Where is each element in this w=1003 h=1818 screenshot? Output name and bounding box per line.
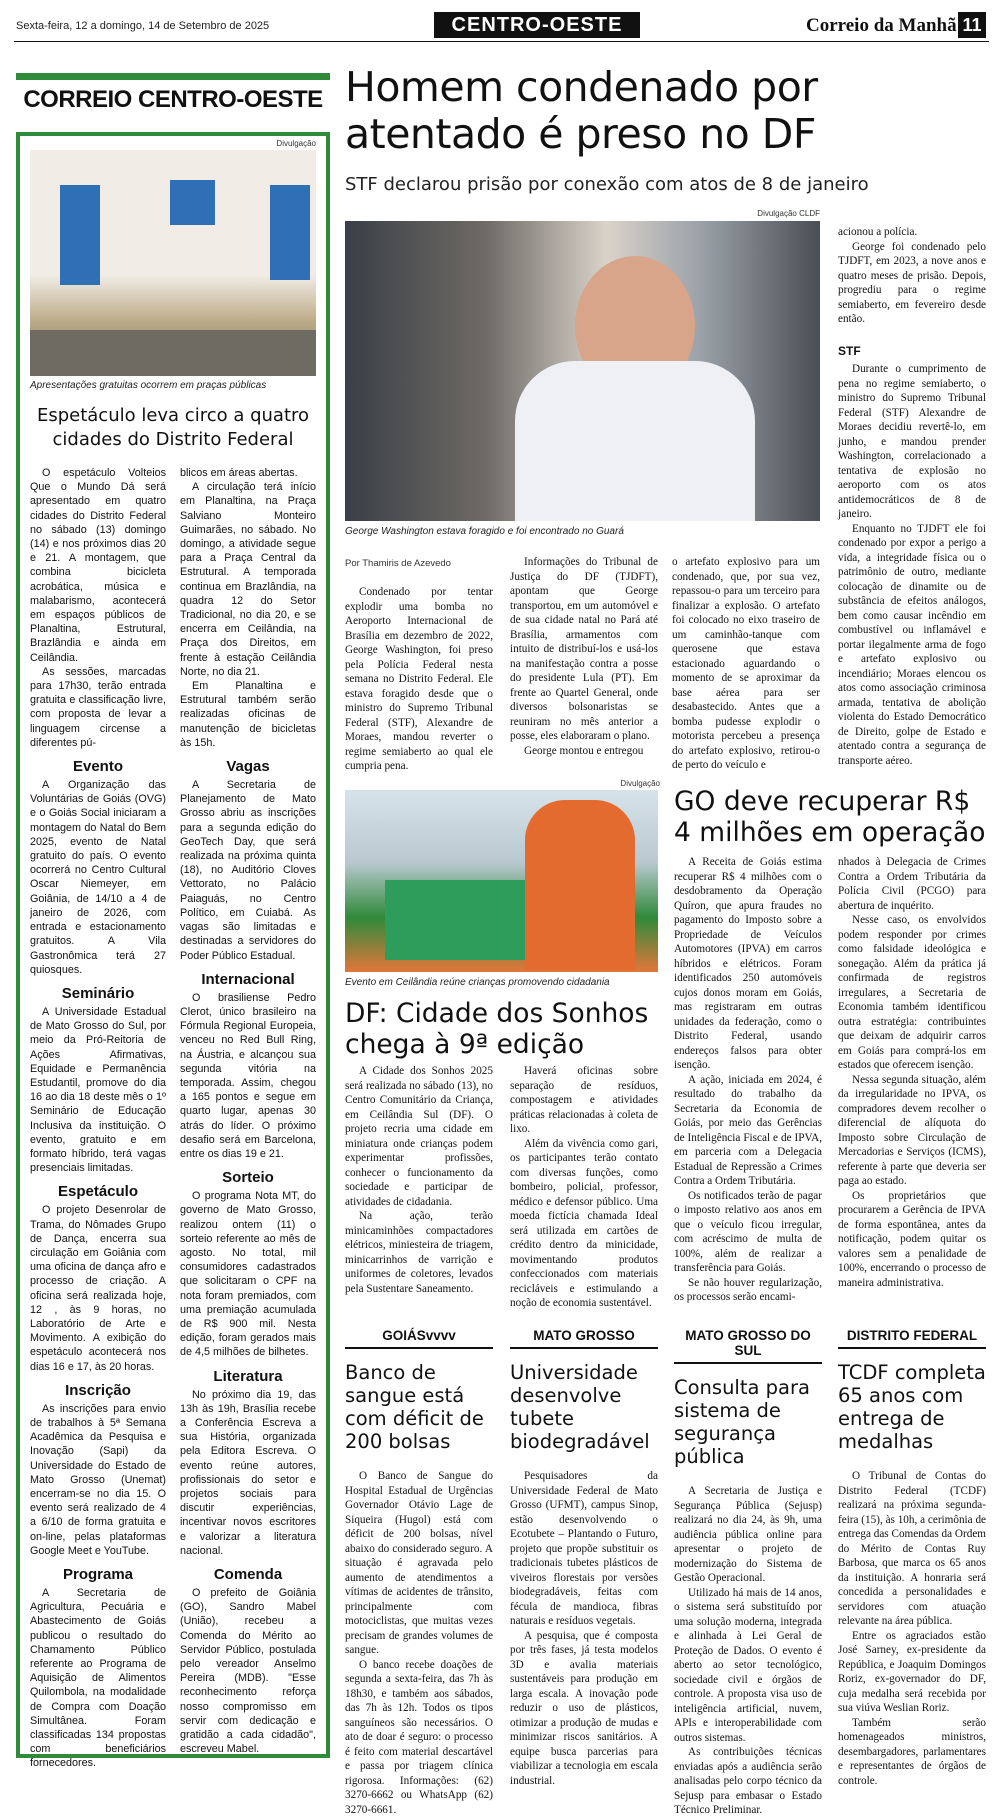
sidebar-paragraph: No próximo dia 19, das 13h às 19h, Brasília recebe a Conferência Escreva a sua História, organizada pela Editora Escreva. O evento reúne autores, profissionais do setor e projetos sociais para discutir experiências, incentivar novos escritores e valorizar a literatura nacional.	[180, 1388, 316, 1557]
story3-column-1	[674, 855, 822, 1305]
main-paragraph: Informações do Tribunal de Justiça do DF (TJDFT), apontam que George transportou, em um automóvel e de sua cidade natal no Pará até Brasília, armamentos com intuito de distribuí-los e usá-los na manifestação contra a posse do presidente Lula (PT). Em frente ao Quartel General, onde diversos bolsonaristas se reuniram no mês anterior a posse, eles elaboraram o plano.	[510, 556, 658, 742]
main-photo-credit: Divulgação CLDF	[757, 209, 820, 218]
sidebar-paragraph: A Secretaria de Agricultura, Pecuária e Abastecimento de Goiás publicou o resultado do Chamamento Público referente ao Programa de Aquisição de Alimentos Quilombola, na modalidade de Compra com Doação Simultânea. Foram classificadas 134 propostas com beneficiários fornecedores.	[30, 1587, 166, 1770]
brief-headline: Banco de sangue está com déficit de 200 bolsas	[345, 1361, 484, 1453]
sidebar-paragraph: A Secretaria de Planejamento de Mato Grosso abriu as inscrições para a segunda edição do GeoTech Day, que será realizada na próxima quinta (18), no Auditório Cloves Vettorato, no Palácio Paiaguás, no Centro Político, em Cuiabá. As vagas são limitadas e destinadas a servidores do Poder Público Estadual.	[180, 779, 316, 962]
main-paragraph: George foi condenado pelo TJDFT, em 2023, a nove anos e quatro meses de prisão. Depois, progrediu para o regime semiaberto, em fevereiro desde então.	[838, 240, 986, 325]
story3-paragraph: Os notificados terão de pagar o imposto relativo aos anos em que o veículo ficou irregular, com acréscimo de multa de 100%, além de realizar a transferência para Goiás.	[674, 1189, 822, 1274]
sidebar-column-1	[30, 466, 166, 1771]
sidebar-paragraph: As inscrições para envio de trabalhos à 5ª Semana Acadêmica da Pesquisa e Inovação (Sapi) da Universidade do Estado de Mato Grosso (Unemat) encerram-se no dia 15. O evento será realizado de 4 a 6/10 de forma gratuita e on-line, pelas plataformas Google Meet e YouTube.	[30, 1402, 166, 1557]
sidebar-section-heading: Sorteio	[222, 1169, 274, 1187]
story3-paragraph: Os proprietários que procurarem a Gerência de IPVA de forma espontânea, antes da notificação, podem quitar os valores sem a penalidade de 100%, encerrando o processo de maneira administrativa.	[838, 1189, 986, 1289]
sidebar-section-heading: Literatura	[213, 1367, 283, 1385]
newspaper-name: Correio da Manhã	[806, 15, 957, 36]
brief-body	[838, 1469, 986, 1788]
story2-photo-credit: Divulgação	[620, 779, 660, 788]
sidebar-column-2	[180, 466, 316, 1756]
sidebar-section-heading: Espetáculo	[57, 1183, 139, 1201]
brief-2	[510, 1328, 658, 1788]
main-column-3	[672, 555, 820, 773]
story2-column-1	[345, 1064, 493, 1296]
story3-paragraph: Nessa segunda situação, além da irregularidade no IPVA, os compradores devem recolher o diferencial de alíquota do Imposto sobre Circulação de Mercadorias e Serviços (ICMS), referente à parte que deveria ser paga ao estado.	[838, 1073, 986, 1187]
sidebar-box	[16, 132, 330, 1770]
brief-body	[674, 1484, 822, 1818]
sidebar-paragraph: O brasiliense Pedro Clerot, único brasileiro na Fórmula Regional Europeia, venceu no Red Bull Ring, na Áustria, e alcançou sua segunda vitória na temporada. Assim, chegou a 165 pontos e segue em quarto lugar, apenas 30 atrás do líder. O próximo desafio será em Barcelona, entre os dias 19 e 21.	[180, 991, 316, 1160]
main-photo-caption: George Washington estava foragido e foi encontrado no Guará	[345, 526, 624, 537]
main-subhead: STF declarou prisão por conexão com atos de 8 de janeiro	[345, 174, 869, 195]
brief-paragraph: A Secretaria de Justiça e Segurança Pública (Sejusp) realizará no dia 24, às 9h, uma audiência pública online para apresentar o projeto de modernização do Sistema de Gestão Operacional.	[674, 1485, 822, 1584]
sidebar-section-heading: Vagas	[226, 758, 270, 776]
brief-body	[510, 1469, 658, 1788]
section-banner: CENTRO-OESTE	[434, 12, 640, 38]
story3-column-2	[838, 855, 986, 1290]
brief-region-tag: DISTRITO FEDERAL	[838, 1328, 986, 1349]
story3-paragraph: A ação, iniciada em 2024, é resultado do trabalho da Secretaria da Economia de Goiás, por meio das Gerências de Inteligência Fiscal e de IPVA, em parceria com a Delegacia Estadual de Repressão a Crimes Contra a Ordem Tributária.	[674, 1073, 822, 1187]
sidebar-paragraph: As sessões, marcadas para 17h30, terão entrada gratuita e classificação livre, com proposta de levar a linguagem circense a diferentes pú-	[30, 665, 166, 749]
brief-region-tag: GOIÁSvvvv	[345, 1328, 493, 1349]
sidebar-paragraph: O espetáculo Volteios Que o Mundo Dá será apresentado em quatro cidades do Distrito Federal no sábado (13) domingo (14) e nos próximos dias 20 e 21. A montagem, que combina bicicleta acrobática, música e malabarismo, acontecerá em espaços públicos de Planaltina, Estrutural, Brazlândia e ainda em Ceilândia.	[30, 467, 166, 664]
brief-paragraph: Pesquisadores da Universidade Federal de Mato Grosso (UFMT), campus Sinop, estão desenvolvendo o Ecotubete – Plantando o Futuro, projeto que propõe substituir os tradicionais tubetes plásticos de viveiros florestais por versões biodegradáveis, feitas com fécula de mandioca, fibras naturais e resíduos vegetais.	[510, 1470, 658, 1627]
story3-paragraph: nhados à Delegacia de Crimes Contra a Ordem Tributária da Polícia Civil (PCGO) para abertura de inquérito.	[838, 856, 986, 912]
sidebar-paragraph: O prefeito de Goiânia (GO), Sandro Mabel (União), recebeu a Comenda do Mérito ao Servidor Público, postulada pelo vereador Anselmo Pereira (MDB). "Esse reconhecimento reforça nosso compromisso em servir com dedicação e gratidão a cada cidadão", escreveu Mabel.	[180, 1587, 316, 1756]
sidebar-paragraph: blicos em áreas abertas.	[180, 467, 298, 479]
story3-paragraph: Nesse caso, os envolvidos podem responder por crimes como falsidade ideológica e sonegação. Além da prática já confirmada de registros irregulares, a Secretaria de Economia também identificou outra estratégia: contribuintes que deixam de adquirir carros em Goiás para comprá-los em estados que oferecem isenção.	[838, 914, 986, 1071]
sidebar-title: CORREIO CENTRO-OESTE	[23, 86, 323, 113]
story3-headline: GO deve recuperar R$ 4 milhões em operação	[674, 786, 986, 848]
story2-paragraph: Além da vivência como gari, os participantes terão contato com diversas funções, como bombeiro, policial, professor, médico e defensor público. Uma moeda fictícia chamada Ideal será utilizada em cartões de crédito dentro da minicidade, movimentando produtos confeccionados com materiais recicláveis e estimulando a noção de economia sustentável.	[510, 1137, 658, 1309]
brief-4	[838, 1328, 986, 1788]
sidebar-paragraph: A Organização das Voluntárias de Goiás (OVG) e o Goiás Social iniciaram a montagem do Natal do Bem 2025, evento de Natal gratuito do país. O evento ocorrerá no Centro Cultural Oscar Niemeyer, em Goiânia, de 14/10 a 4 de janeiro de 2026, com entrada e estacionamento gratuitos. A Vila Gastronômica terá 27 quiosques.	[30, 779, 166, 976]
sidebar-paragraph: O projeto Desenrolar de Trama, do Nômades Grupo de Dança, encerra sua circulação em Goiânia com uma oficina de dança afro e processo de criação. A oficina será realizada hoje, 12 , às 9 horas, no Laboratório de Arte e Movimento. A exibição do espetáculo acontecerá nos dias 16 e 17, às 20 horas.	[30, 1204, 166, 1373]
sidebar-section-heading: Comenda	[213, 1566, 283, 1584]
main-paragraph: Condenado por tentar explodir uma bomba no Aeroporto Internacional de Brasília em dezembro de 2022, George Washington, foi preso pela Polícia Federal nesta semana no Distrito Federal. Ele estava foragido desde que o ministro do Supremo Tribunal Federal (STF), Alexandre de Moraes, mandou reverter o regime semiaberto ao qual ele cumpria pena.	[345, 586, 493, 772]
brief-headline: Universidade desenvolve tubete biodegradável	[510, 1361, 650, 1453]
sidebar-section-heading: Programa	[62, 1566, 134, 1584]
main-paragraph: Enquanto no TJDFT ele foi condenado por expor a perigo a vida, a integridade física ou o patrimônio de outro, mediante colocação de dinamite ou de substância de efeitos análogos, bem como causar incêndio em combustível ou inflamável e portar ilegalmente arma de fogo e artefato explosivo ou incendiário; Moraes elencou os atos como associação criminosa armada, tentativa de abolição violenta do Estado Democrático de Direito, golpe de Estado e atentado contra a segurança de transporte aéreo.	[838, 522, 986, 767]
page-number: 11	[958, 12, 986, 38]
sidebar-headline: Espetáculo leva circo a quatro cidades do Distrito Federal	[36, 405, 310, 450]
sidebar-top-bar	[16, 73, 330, 80]
main-paragraph: George montou e entregou	[524, 744, 644, 757]
brief-region-tag: MATO GROSSO	[510, 1328, 658, 1349]
brief-3	[674, 1328, 822, 1818]
sidebar-section-heading: Evento	[72, 758, 123, 776]
brief-body	[345, 1469, 493, 1817]
sidebar-photo	[30, 150, 316, 376]
sidebar-section-heading: Inscrição	[65, 1381, 131, 1399]
brief-paragraph: As contribuições técnicas enviadas após a audiência serão analisadas pelo corpo técnico da Sejusp para embasar o Estado Técnico Preliminar.	[674, 1746, 822, 1816]
brief-paragraph: A pesquisa, que é composta por três fases, já testa modelos 3D e avalia materiais sustentáveis para produção em larga escala. A inovação pode reduzir o uso de plásticos, otimizar a produção de mudas e minimizar riscos sanitários. A equipe busca parcerias para viabilizar a tecnologia em escala industrial.	[510, 1629, 658, 1787]
stf-subheading: STF	[838, 344, 861, 358]
story2-headline: DF: Cidade dos Sonhos chega à 9ª edição	[345, 998, 649, 1060]
brief-paragraph: O Banco de Sangue do Hospital Estadual de Urgências Governador Otávio Lage de Siqueira (Hugol) está com déficit de 200 bolsas, nível abaixo do considerado seguro. A situação é agravada pelo aumento de atendimentos a vítimas de acidentes de trânsito, principalmente com motociclistas, que muitas vezes precisam de grandes volumes de sangue.	[345, 1470, 493, 1656]
sidebar-photo-credit: Divulgação	[276, 139, 316, 148]
sidebar-section-heading: Seminário	[61, 984, 135, 1002]
brief-headline: Consulta para sistema de segurança pública	[674, 1376, 810, 1468]
brief-paragraph: Utilizado há mais de 14 anos, o sistema será substituído por uma solução moderna, integrada e alinhada à Lei Geral de Proteção de Dados. O evento é aberto ao setor tecnológico, sociedade civil e órgãos de controle. A proposta visa uso de inteligência artificial, nuvem, APIs e interoperabilidade com outros sistemas.	[674, 1586, 822, 1744]
story2-paragraph: Na ação, terão minicaminhões compactadores elétricos, miniesteira de triagem, minicarrinhos de varrição e uniformes de coletores, levados pela Sustentare Saneamento.	[345, 1210, 493, 1295]
story2-paragraph: Haverá oficinas sobre separação de resíduos, compostagem e atividades práticas relacionadas à coleta de lixo.	[510, 1065, 658, 1135]
sidebar-paragraph: O programa Nota MT, do governo de Mato Grosso, realizou ontem (11) o sorteio referente ao mês de agosto. No total, mil consumidores cadastrados que solicitaram o CPF na nota foram premiados, com uma premiação acumulada de R$ 900 mil. Nesta edição, foram gerados mais de 4,5 milhões de bilhetes.	[180, 1190, 316, 1359]
brief-paragraph: O banco recebe doações de segunda a sexta-feira, das 7h às 18h30, e também aos sábados, das 7h às 12h. Todos os tipos sanguíneos são necessários. O ato de doar é seguro: o processo é feito com material descartável e passa por triagem clínica rigorosa. Informações: (62) 3270-6662 ou WhatsApp (62) 3270-6661.	[345, 1658, 493, 1816]
brief-1	[345, 1328, 493, 1817]
brief-region-tag: MATO GROSSO DO SUL	[674, 1328, 822, 1364]
story2-column-2	[510, 1064, 658, 1311]
main-column-2	[510, 555, 658, 758]
brief-paragraph: Entre os agraciados estão José Sarney, ex-presidente da República, e Joaquim Domingos Roriz, ex-governador do DF, cuja medalha será recebida por sua viúva Weslian Roriz.	[838, 1629, 986, 1714]
sidebar-section-heading: Internacional	[201, 970, 295, 988]
sidebar-photo-caption: Apresentações gratuitas ocorrem em praças públicas	[30, 380, 267, 391]
header-rule	[14, 41, 989, 42]
main-headline: Homem condenado por atentado é preso no DF	[345, 63, 818, 158]
header-date: Sexta-feira, 12 a domingo, 14 de Setembro de 2025	[16, 20, 270, 32]
sidebar-paragraph: Em Planaltina e Estrutural também serão realizadas oficinas de manutenção de bicicletas às 15h.	[180, 680, 316, 749]
story3-paragraph: A Receita de Goiás estima recuperar R$ 4 milhões com o desdobramento da Operação Quíron, que apura fraudes no pagamento do Imposto sobre a Propriedade de Veículos Automotores (IPVA) em carros híbridos e elétricos. Foram identificados 250 automóveis cujos donos moram em Goiás, mas registraram em outras unidades da federação, como o Distrito Federal, usando endereços falsos para obter isenção.	[674, 856, 822, 1071]
main-column-4b	[838, 362, 986, 768]
main-column-1	[345, 585, 493, 774]
brief-paragraph: O Tribunal de Contas do Distrito Federal (TCDF) realizará na próxima segunda-feira (15), às 10h, a cerimônia de entrega das Comendas da Ordem do Mérito de Contas Ruy Barbosa, que marca os 65 anos da instituição. A honraria será concedida a personalidades e servidores com atuação relevante na área pública.	[838, 1470, 986, 1627]
main-photo	[345, 221, 820, 521]
brief-headline: TCDF completa 65 anos com entrega de medalhas	[838, 1361, 986, 1453]
story2-photo-caption: Evento em Ceilândia reúne crianças promovendo cidadania	[345, 977, 610, 988]
main-paragraph: Durante o cumprimento de pena no regime semiaberto, o ministro do Supremo Tribunal Federal (STF) Alexandre de Moraes decidiu revertê-lo, em junho, e mandou prender Washington, correlacionado a tentativa de explosão no aeroporto com os atos antidemocráticos de 8 de janeiro.	[838, 363, 986, 520]
story3-paragraph: Se não houver regularização, os processos serão encami-	[674, 1276, 822, 1303]
story2-photo	[345, 790, 658, 972]
main-column-4a	[838, 225, 986, 327]
brief-paragraph: Também serão homenageados ministros, desembargadores, parlamentares e representantes de órgãos de controle.	[838, 1716, 986, 1787]
sidebar-paragraph: A circulação terá início em Planaltina, na Praça Salviano Monteiro Guimarães, no sábado. No domingo, a atividade segue para a Praça Central da Estrutural. A temporada continua em Brazlândia, na quadra 12 do Setor Tradicional, no dia 20, e se encerra em Ceilândia, na Praça dos Direitos, em frente à estação Ceilândia Norte, no dia 21.	[180, 481, 316, 678]
byline: Por Thamiris de Azevedo	[345, 558, 451, 569]
sidebar-paragraph: A Universidade Estadual de Mato Grosso do Sul, por meio da Pró-Reitoria de Ações Afirmativas, Equidade e Permanência Estudantil, promove do dia 16 ao dia 18 deste mês o 1º Seminário de Educação Inclusiva da instituição. O evento, gratuito e em formato híbrido, terá vagas presenciais limitadas.	[30, 1005, 166, 1175]
story2-paragraph: A Cidade dos Sonhos 2025 será realizada no sábado (13), no Centro Comunitário da Criança, em Ceilândia Sul (DF). O projeto recria uma cidade em miniatura onde crianças podem experimentar profissões, conhecer o funcionamento da sociedade e participar de atividades de cidadania.	[345, 1065, 493, 1208]
main-paragraph: acionou a polícia.	[838, 226, 918, 238]
main-paragraph: o artefato explosivo para um condenado, que, por sua vez, repassou-o para um terceiro para finalizar a explosão. O artefato foi colocado no eixo traseiro de um caminhão-tanque com querosene que estava estacionado aguardando o momento de se aproximar da base aérea para ser desabastecido. Antes que a bomba pudesse explodir o motorista percebeu a presença do artefato explosivo, retirou-o de perto do veículo e	[672, 556, 820, 771]
